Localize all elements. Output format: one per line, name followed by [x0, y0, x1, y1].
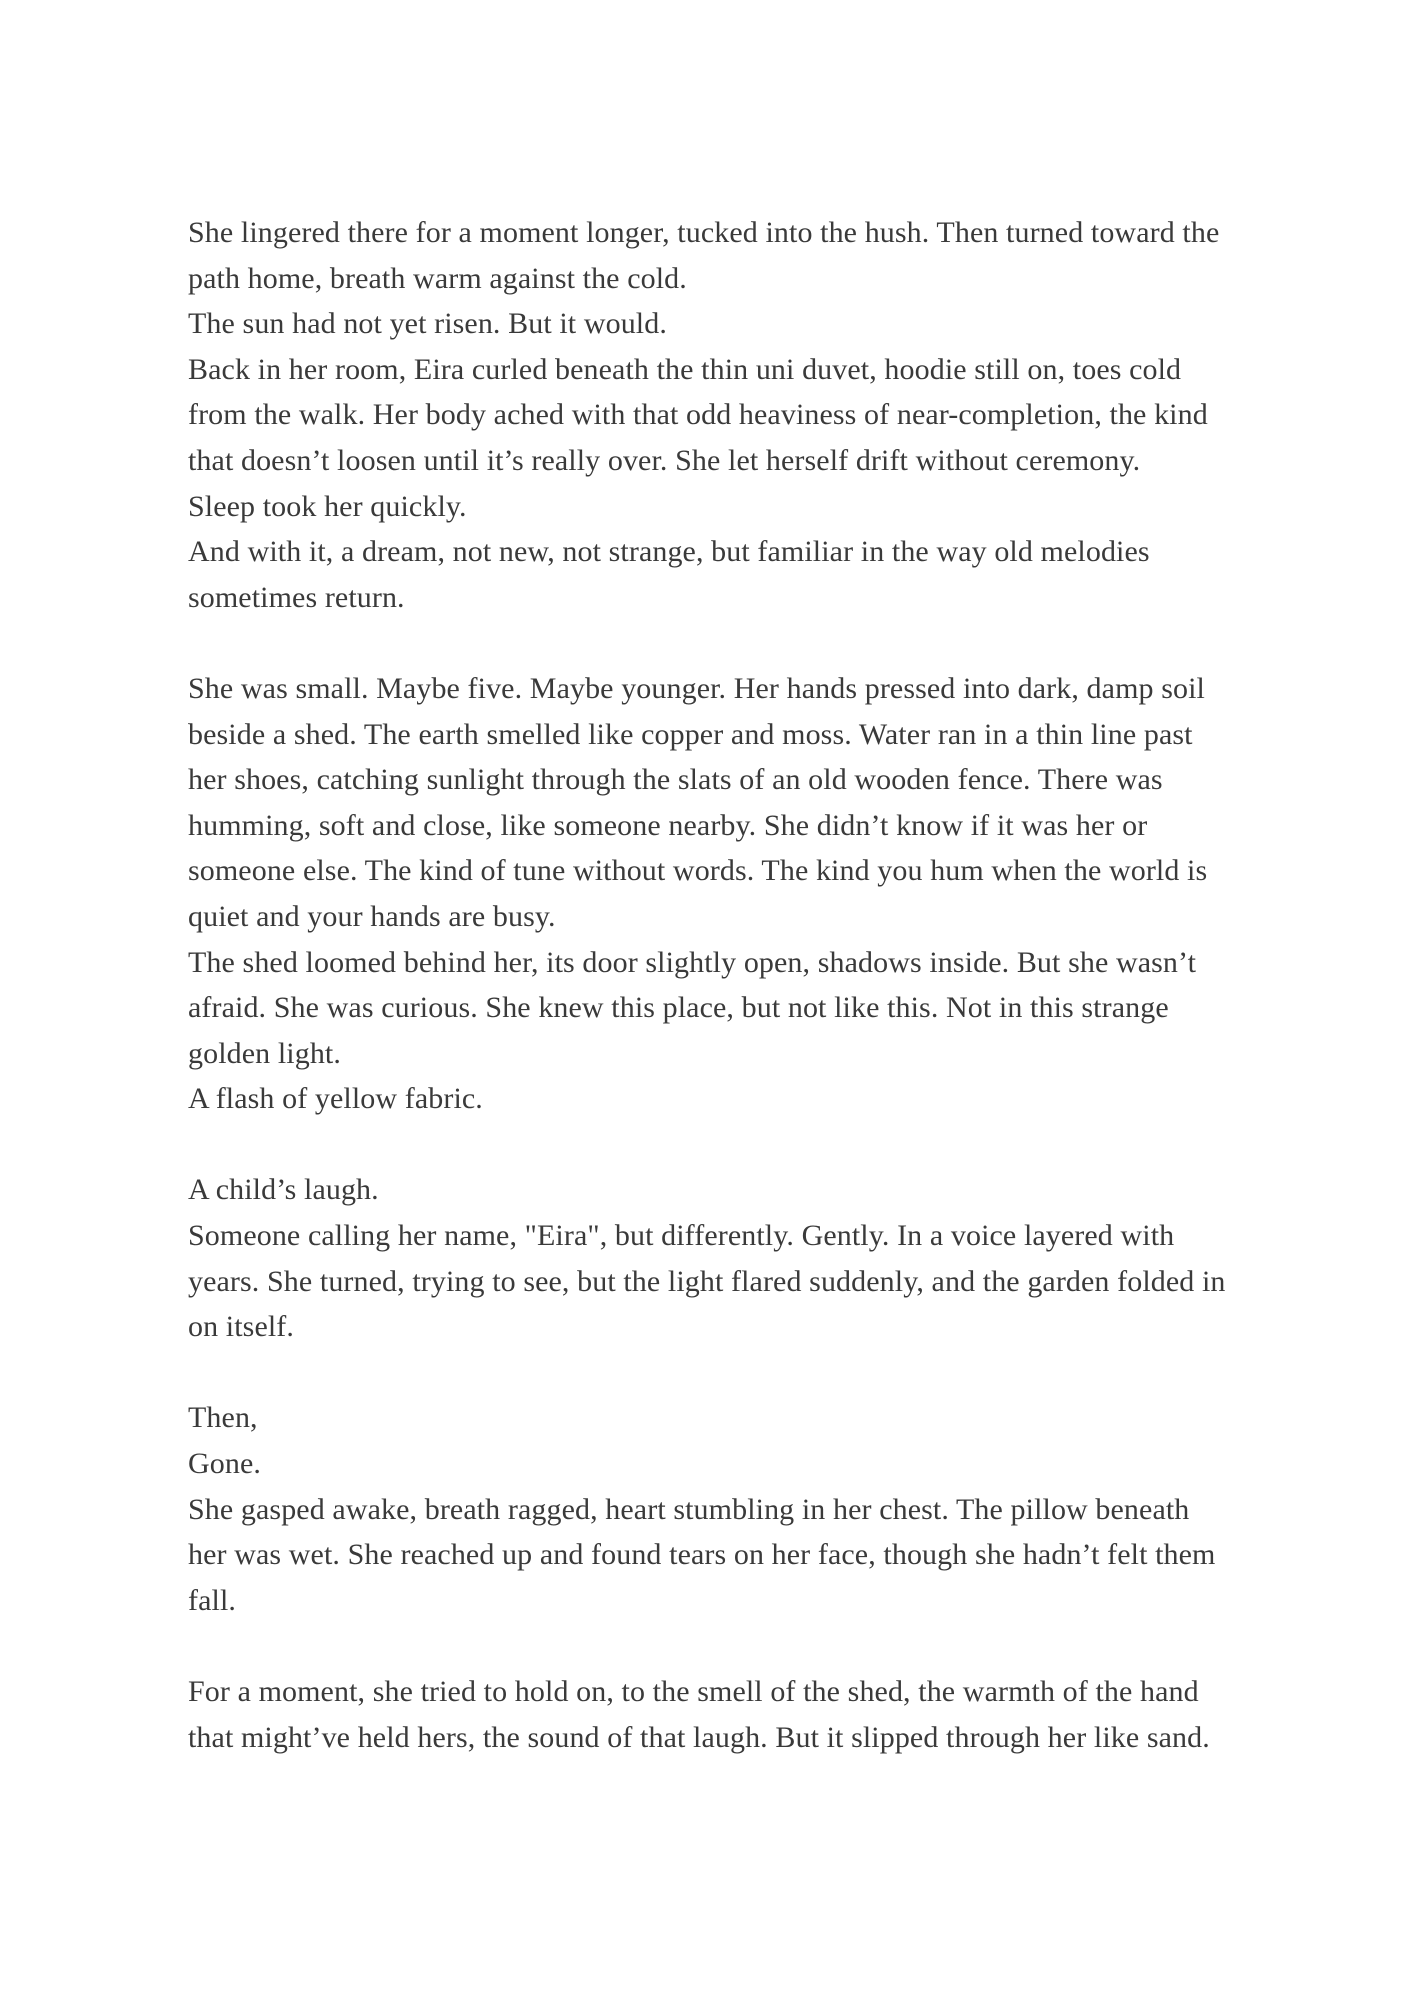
paragraph: She lingered there for a moment longer, tucked into the hush. Then turned toward the path home, breath warm against the cold. — [188, 216, 1220, 295]
paragraph: For a moment, she tried to hold on, to the smell of the shed, the warmth of the hand that might’ve held hers, the sound of that laugh. But it slipped through her like sand. — [188, 1675, 1210, 1754]
paragraph: The sun had not yet risen. But it would. — [188, 307, 667, 341]
paragraph-break — [188, 1350, 1228, 1396]
paragraph: And with it, a dream, not new, not strange, but familiar in the way old melodies sometimes return. — [188, 535, 1150, 614]
paragraph: A child’s laugh. — [188, 1173, 379, 1207]
paragraph: Back in her room, Eira curled beneath the thin uni duvet, hoodie still on, toes cold from the walk. Her body ached with that odd heaviness of near-completion, the kind that doesn’t loosen until it’s really over. She let herself drift without ceremony. — [188, 352, 1208, 477]
paragraph-break — [188, 1122, 1228, 1168]
paragraph: Gone. — [188, 1447, 261, 1481]
paragraph: She was small. Maybe five. Maybe younger. Her hands pressed into dark, damp soil beside a shed. The earth smelled like copper and moss. Water ran in a thin line past her shoes, catching sunlight through the slats of an old wooden fence. There was humming, soft and close, like someone nearby. She didn’t know if it was her or someone else. The kind of tune without words. The kind you hum when the world is quiet and your hands are busy. — [188, 671, 1208, 933]
paragraph: The shed loomed behind her, its door slightly open, shadows inside. But she wasn’t afraid. She was curious. She knew this place, but not like this. Not in this strange golden light. — [188, 945, 1196, 1070]
paragraph-break — [188, 620, 1228, 666]
paragraph: She gasped awake, breath ragged, heart stumbling in her chest. The pillow beneath her was wet. She reached up and found tears on her face, though she hadn’t felt them fall. — [188, 1492, 1216, 1617]
paragraph-break — [188, 1623, 1228, 1669]
paragraph: Then, — [188, 1401, 258, 1435]
paragraph: A flash of yellow fabric. — [188, 1082, 483, 1116]
paragraph: Sleep took her quickly. — [188, 489, 467, 523]
paragraph: Someone calling her name, "Eira", but differently. Gently. In a voice layered with years. She turned, trying to see, but the light flared suddenly, and the garden folded in on itself. — [188, 1219, 1226, 1344]
body-text — [188, 210, 1228, 1760]
